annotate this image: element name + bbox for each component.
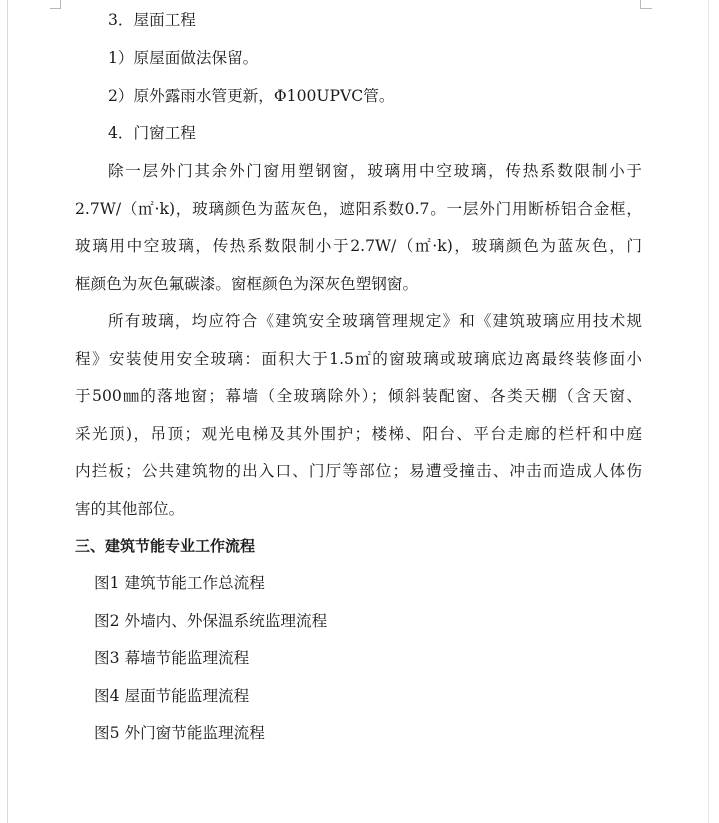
figure-caption-3: 图3 幕墙节能监理流程	[94, 649, 250, 667]
window-heading: 4．门窗工程	[108, 124, 196, 142]
workflow-heading: 三、建筑节能专业工作流程	[75, 537, 256, 555]
window-para-line-4: 框颜色为灰色氟碳漆。窗框颜色为深灰色塑钢窗。	[75, 275, 419, 293]
figure-caption-4: 图4 屋面节能监理流程	[94, 687, 250, 705]
glass-para-line-3: 于500㎜的落地窗；幕墙（全玻璃除外）；倾斜装配窗、各类天棚（含天窗、	[75, 387, 642, 405]
crop-mark-top-left	[60, 0, 61, 8]
crop-mark-top-right-h	[640, 8, 652, 9]
page-left-border	[7, 0, 8, 823]
glass-para-line-6: 害的其他部位。	[75, 500, 185, 518]
glass-para-line-4: 采光顶)，吊顶；观光电梯及其外围护；楼梯、阳台、平台走廊的栏杆和中庭	[75, 425, 642, 443]
figure-caption-2: 图2 外墙内、外保温系统监理流程	[94, 612, 328, 630]
roof-item-1: 1）原屋面做法保留。	[108, 49, 259, 67]
window-para-line-3: 玻璃用中空玻璃，传热系数限制小于2.7W/（㎡·k)，玻璃颜色为蓝灰色，门	[75, 237, 642, 255]
window-para-line-2: 2.7W/（㎡·k)，玻璃颜色为蓝灰色，遮阳系数0.7。一层外门用断桥铝合金框，	[75, 200, 642, 218]
figure-caption-1: 图1 建筑节能工作总流程	[94, 574, 265, 592]
glass-para-line-2: 程》安装使用安全玻璃：面积大于1.5㎡的窗玻璃或玻璃底边离最终装修面小	[75, 350, 642, 368]
crop-mark-top-right	[640, 0, 641, 8]
window-para-line-1: 除一层外门其余外门窗用塑钢窗，玻璃用中空玻璃，传热系数限制小于	[108, 162, 642, 180]
figure-caption-5: 图5 外门窗节能监理流程	[94, 724, 265, 742]
glass-para-line-1: 所有玻璃，均应符合《建筑安全玻璃管理规定》和《建筑玻璃应用技术规	[108, 312, 642, 330]
crop-mark-top-left-h	[50, 8, 61, 9]
glass-para-line-5: 内拦板；公共建筑物的出入口、门厅等部位；易遭受撞击、冲击而造成人体伤	[75, 462, 642, 480]
roof-heading: 3．屋面工程	[108, 11, 196, 29]
roof-item-2: 2）原外露雨水管更新，Φ100UPVC管。	[108, 87, 395, 105]
page-right-border	[708, 0, 709, 823]
